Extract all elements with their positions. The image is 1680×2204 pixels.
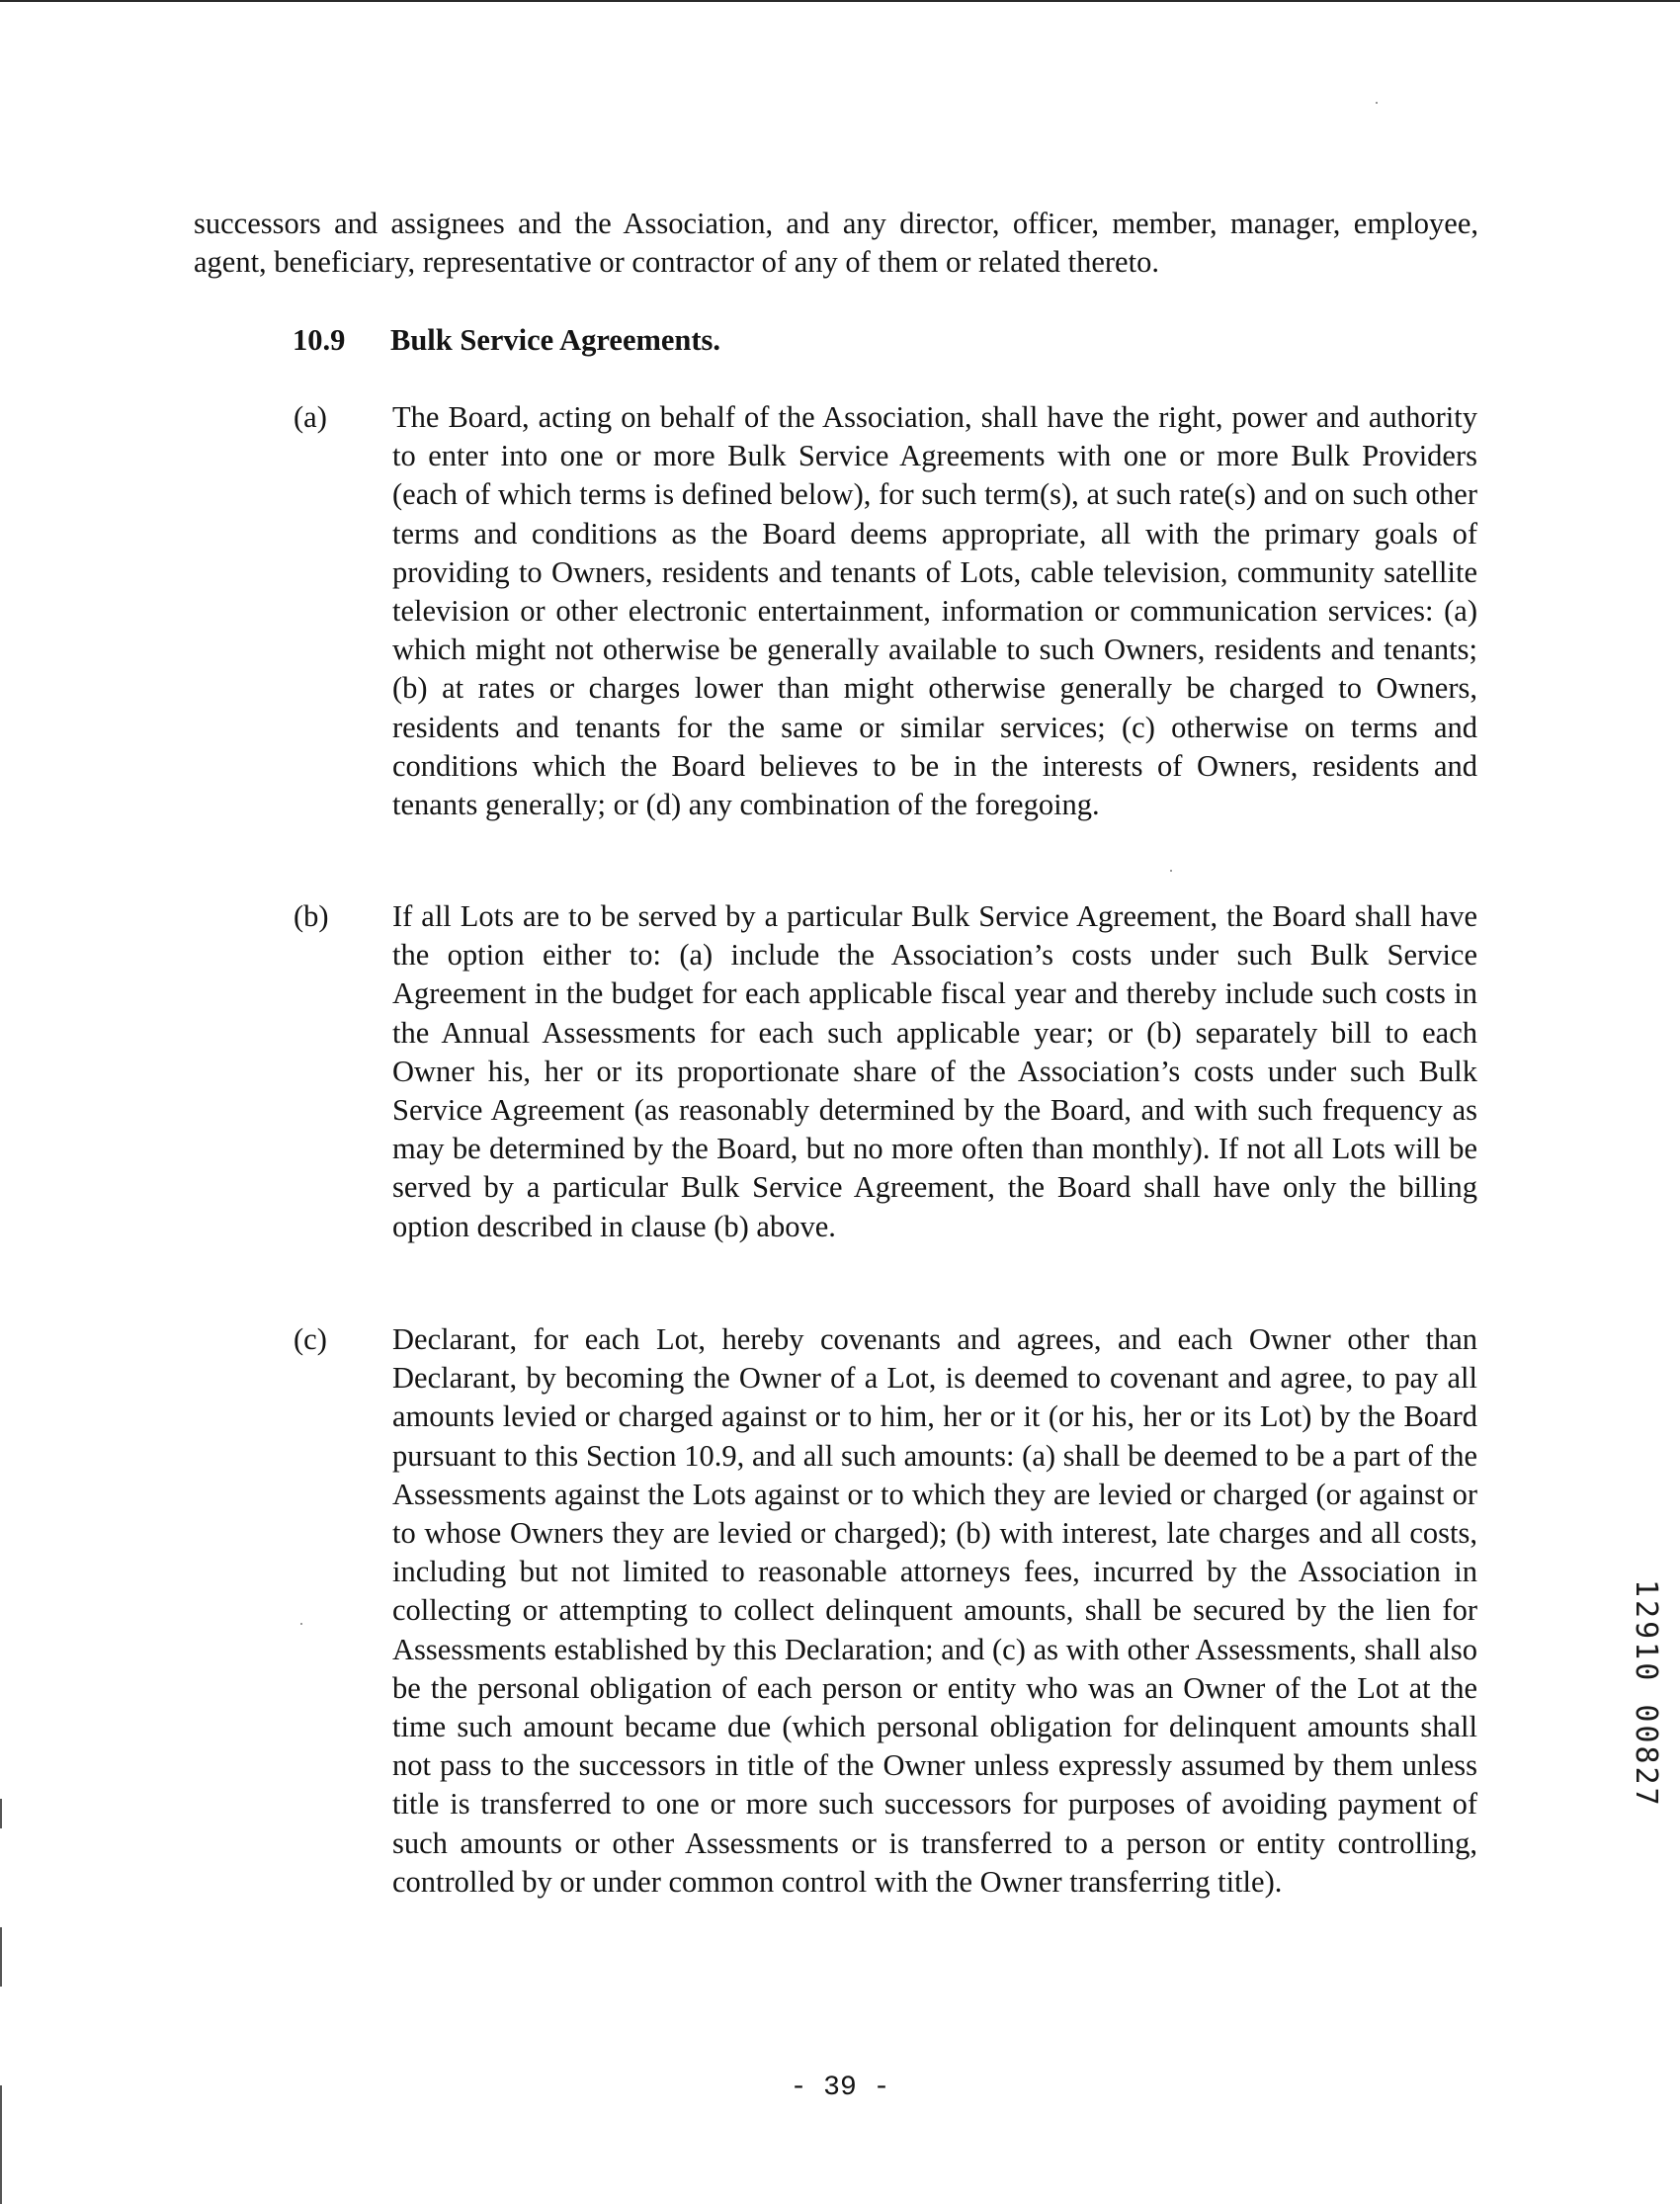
clause-b-label: (b): [294, 899, 329, 933]
intro-paragraph: successors and assignees and the Association, and any director, officer, member, manager, employee, agent, beneficiary, representative or contractor of any of them or related thereto.: [194, 207, 1478, 280]
section-heading: [293, 321, 720, 360]
section-title: Bulk Service Agreements.: [390, 323, 721, 357]
clause-a-label: (a): [294, 400, 327, 434]
page-number: - 39 -: [790, 2073, 890, 2103]
recording-stamp-text: 12910 00827: [1629, 1579, 1663, 1809]
clause-c-label: (c): [294, 1322, 327, 1356]
recording-stamp: [1629, 1579, 1662, 1866]
clause-c-text: Declarant, for each Lot, hereby covenants and agrees, and each Owner other than Declarant, by becoming the Owner of a Lot, is deemed to covenant and agree, to pay all amounts levied or charged against or to him, her or it (or his, her or its Lot) by the Board pursuant to this Section 10.9, and all such amounts: (a) shall be deemed to be a part of the Assessments against the Lots against or to which they are levied or charged (or against or to whose Owners they are levied or charged); (b) with interest, late charges and all costs, including but not limited to reasonable attorneys fees, incurred by the Association in collecting or attempting to collect delinquent amounts, shall be secured by the lien for Assessments established by this Declaration; and (c) as with other Assessments, shall also be the personal obligation of each person or entity who was an Owner of the Lot at the time such amount became due (which personal obligation for delinquent amounts shall not pass to the successors in title of the Owner unless expressly assumed by them unless title is transferred to one or more such successors for purposes of avoiding payment of such amounts or other Assessments or is transferred to a person or entity controlling, controlled by or under common control with the Owner transferring title).: [392, 1322, 1477, 1899]
clause-a-text: The Board, acting on behalf of the Association, shall have the right, power and authority to enter into one or more Bulk Service Agreements with one or more Bulk Providers (each of which terms is defined below), for such term(s), at such rate(s) and on such other terms and conditions as the Board deems appropriate, all with the primary goals of providing to Owners, residents and tenants of Lots, cable television, community satellite television or other electronic entertainment, information or communication services: (a) which might not otherwise be generally available to such Owners, residents and tenants; (b) at rates or charges lower than might otherwise generally be charged to Owners, residents and tenants for the same or similar services; (c) otherwise on terms and conditions which the Board believes to be in the interests of Owners, residents and tenants generally; or (d) any combination of the foregoing.: [392, 400, 1477, 822]
clause-b-text: If all Lots are to be served by a particular Bulk Service Agreement, the Board shall have the option either to: (a) include the Association’s costs under such Bulk Service Agreement in the budget for each applicable fiscal year and thereby include such costs in the Annual Assessments for each such applicable year; or (b) separately bill to each Owner his, her or its proportionate share of the Association’s costs under such Bulk Service Agreement (as reasonably determined by the Board, and with such frequency as may be determined by the Board, but no more often than monthly). If not all Lots will be served by a particular Bulk Service Agreement, the Board shall have only the billing option described in clause (b) above.: [392, 899, 1477, 1243]
section-number: 10.9: [293, 323, 346, 357]
